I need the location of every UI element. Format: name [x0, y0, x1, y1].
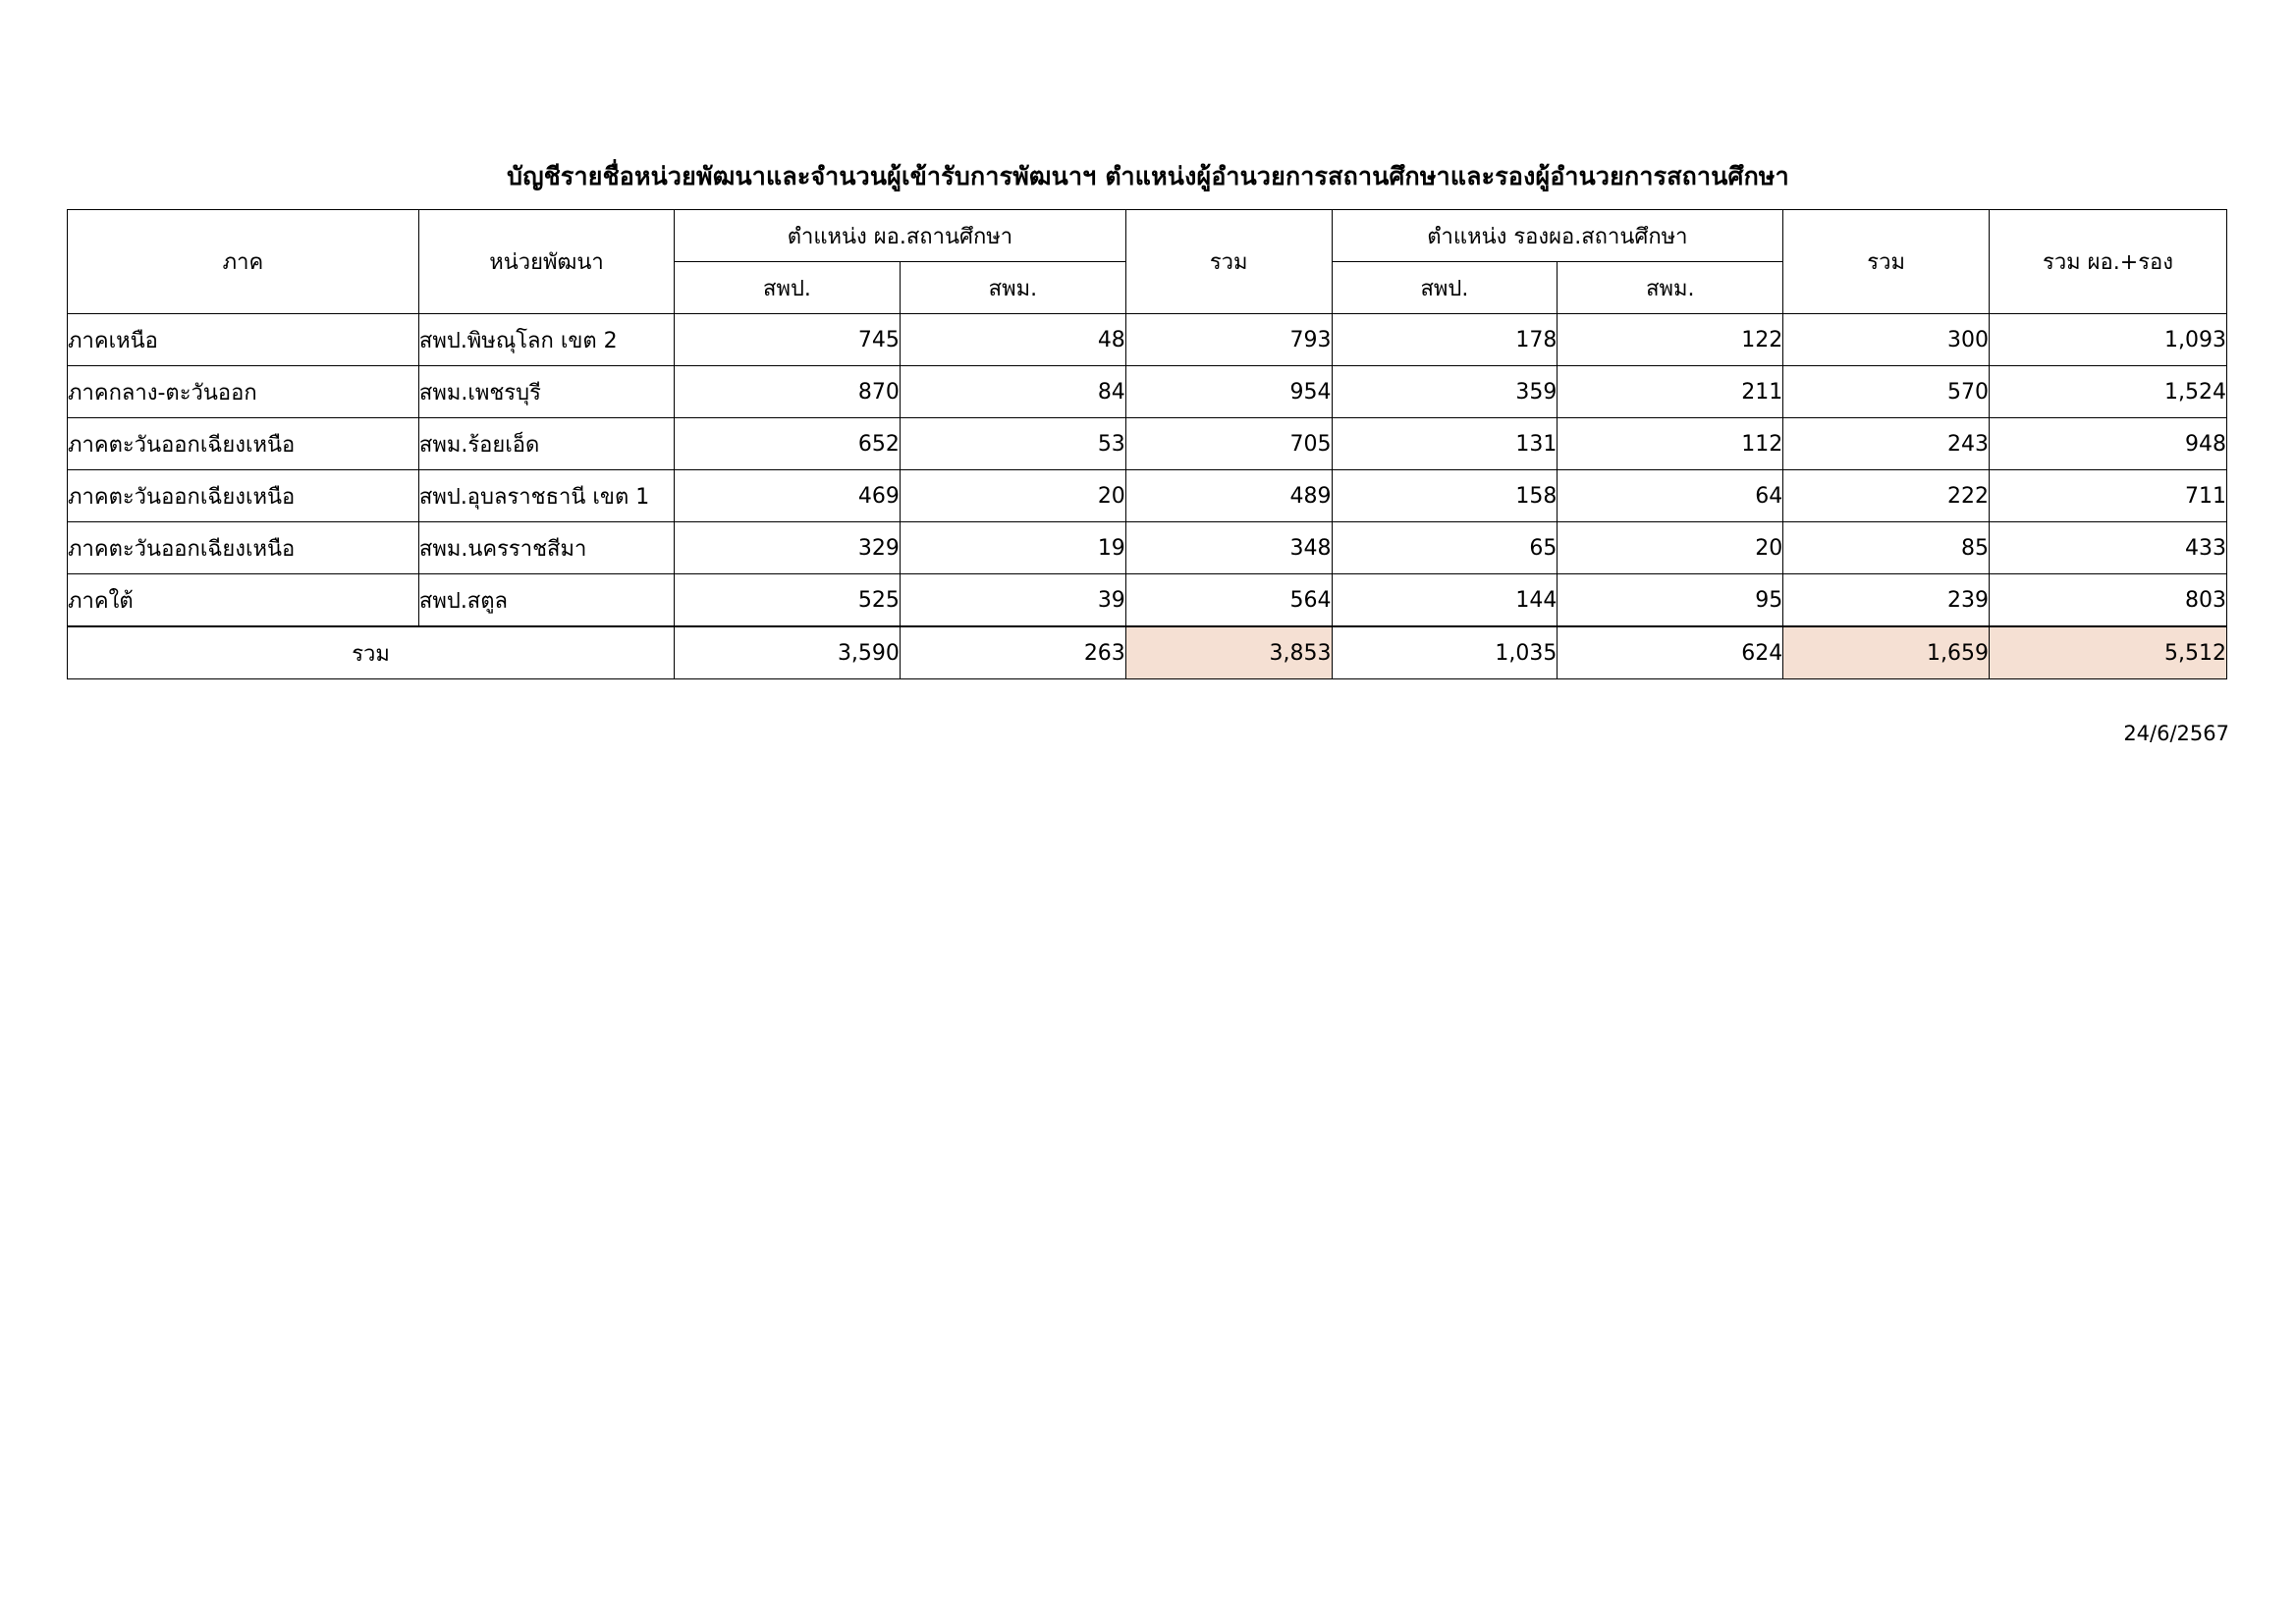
cell-deputy-primary: 144: [1332, 574, 1558, 627]
cell-total: 1,093: [1989, 314, 2226, 366]
cell-unit: สพป.พิษณุโลก เขต 2: [418, 314, 674, 366]
header-deputy-secondary: สพม.: [1558, 262, 1783, 314]
cell-deputy-sum: 239: [1783, 574, 1990, 627]
summary-table: [67, 209, 2227, 679]
header-region: ภาค: [68, 210, 419, 314]
cell-deputy-primary: 178: [1332, 314, 1558, 366]
cell-deputy-secondary: 20: [1558, 522, 1783, 574]
cell-deputy-primary: 359: [1332, 366, 1558, 418]
cell-deputy-secondary: 122: [1558, 314, 1783, 366]
cell-total-director-sum: 3,853: [1125, 626, 1332, 679]
cell-total: 1,524: [1989, 366, 2226, 418]
cell-region: ภาคใต้: [68, 574, 419, 627]
header-row-top: [68, 210, 2227, 262]
cell-director-secondary: 84: [900, 366, 1125, 418]
cell-director-sum: 348: [1125, 522, 1332, 574]
cell-director-sum: 793: [1125, 314, 1332, 366]
cell-region: ภาคตะวันออกเฉียงเหนือ: [68, 470, 419, 522]
cell-total-label: รวม: [68, 626, 675, 679]
table-row: [68, 522, 2227, 574]
cell-total-deputy-primary: 1,035: [1332, 626, 1558, 679]
table-row: [68, 418, 2227, 470]
cell-total-director-secondary: 263: [900, 626, 1125, 679]
table-header: [68, 210, 2227, 314]
cell-director-secondary: 53: [900, 418, 1125, 470]
cell-unit: สพป.สตูล: [418, 574, 674, 627]
cell-director-secondary: 19: [900, 522, 1125, 574]
table-total-row: [68, 626, 2227, 679]
cell-director-primary: 870: [675, 366, 901, 418]
cell-deputy-sum: 243: [1783, 418, 1990, 470]
table-row: [68, 314, 2227, 366]
cell-deputy-secondary: 95: [1558, 574, 1783, 627]
page-title: บัญชีรายชื่อหน่วยพัฒนาและจำนวนผู้เข้ารับการพัฒนาฯ ตำแหน่งผู้อำนวยการสถานศึกษาและรองผู้อำนวยการสถานศึกษา: [507, 162, 1789, 190]
cell-total-deputy-sum: 1,659: [1783, 626, 1990, 679]
cell-deputy-secondary: 64: [1558, 470, 1783, 522]
header-director-primary: สพป.: [675, 262, 901, 314]
cell-unit: สพป.อุบลราชธานี เขต 1: [418, 470, 674, 522]
cell-director-sum: 489: [1125, 470, 1332, 522]
cell-grand-total: 5,512: [1989, 626, 2226, 679]
cell-unit: สพม.ร้อยเอ็ด: [418, 418, 674, 470]
cell-director-primary: 745: [675, 314, 901, 366]
cell-unit: สพม.นครราชสีมา: [418, 522, 674, 574]
cell-region: ภาคกลาง-ตะวันออก: [68, 366, 419, 418]
table-row: [68, 470, 2227, 522]
cell-director-secondary: 20: [900, 470, 1125, 522]
table-row: [68, 366, 2227, 418]
cell-deputy-primary: 65: [1332, 522, 1558, 574]
cell-director-primary: 329: [675, 522, 901, 574]
cell-director-primary: 469: [675, 470, 901, 522]
cell-director-sum: 954: [1125, 366, 1332, 418]
cell-deputy-secondary: 211: [1558, 366, 1783, 418]
cell-deputy-sum: 222: [1783, 470, 1990, 522]
cell-deputy-primary: 131: [1332, 418, 1558, 470]
cell-deputy-sum: 300: [1783, 314, 1990, 366]
cell-deputy-primary: 158: [1332, 470, 1558, 522]
date-stamp: 24/6/2567: [2123, 722, 2229, 745]
header-director-sum: รวม: [1125, 210, 1332, 314]
cell-region: ภาคเหนือ: [68, 314, 419, 366]
cell-director-primary: 525: [675, 574, 901, 627]
header-deputy-sum: รวม: [1783, 210, 1990, 314]
cell-total: 803: [1989, 574, 2226, 627]
cell-unit: สพม.เพชรบุรี: [418, 366, 674, 418]
header-unit: หน่วยพัฒนา: [418, 210, 674, 314]
cell-director-sum: 564: [1125, 574, 1332, 627]
cell-region: ภาคตะวันออกเฉียงเหนือ: [68, 418, 419, 470]
cell-director-secondary: 48: [900, 314, 1125, 366]
header-director-secondary: สพม.: [900, 262, 1125, 314]
cell-deputy-sum: 85: [1783, 522, 1990, 574]
header-grand-total: รวม ผอ.+รอง: [1989, 210, 2226, 314]
cell-region: ภาคตะวันออกเฉียงเหนือ: [68, 522, 419, 574]
cell-director-secondary: 39: [900, 574, 1125, 627]
header-group-deputy: ตำแหน่ง รองผอ.สถานศึกษา: [1332, 210, 1783, 262]
cell-director-sum: 705: [1125, 418, 1332, 470]
cell-deputy-secondary: 112: [1558, 418, 1783, 470]
cell-deputy-sum: 570: [1783, 366, 1990, 418]
cell-total: 433: [1989, 522, 2226, 574]
header-deputy-primary: สพป.: [1332, 262, 1558, 314]
cell-total-director-primary: 3,590: [675, 626, 901, 679]
header-group-director: ตำแหน่ง ผอ.สถานศึกษา: [675, 210, 1126, 262]
cell-total: 948: [1989, 418, 2226, 470]
cell-director-primary: 652: [675, 418, 901, 470]
table-body: [68, 314, 2227, 679]
cell-total-deputy-secondary: 624: [1558, 626, 1783, 679]
cell-total: 711: [1989, 470, 2226, 522]
table-row: [68, 574, 2227, 627]
